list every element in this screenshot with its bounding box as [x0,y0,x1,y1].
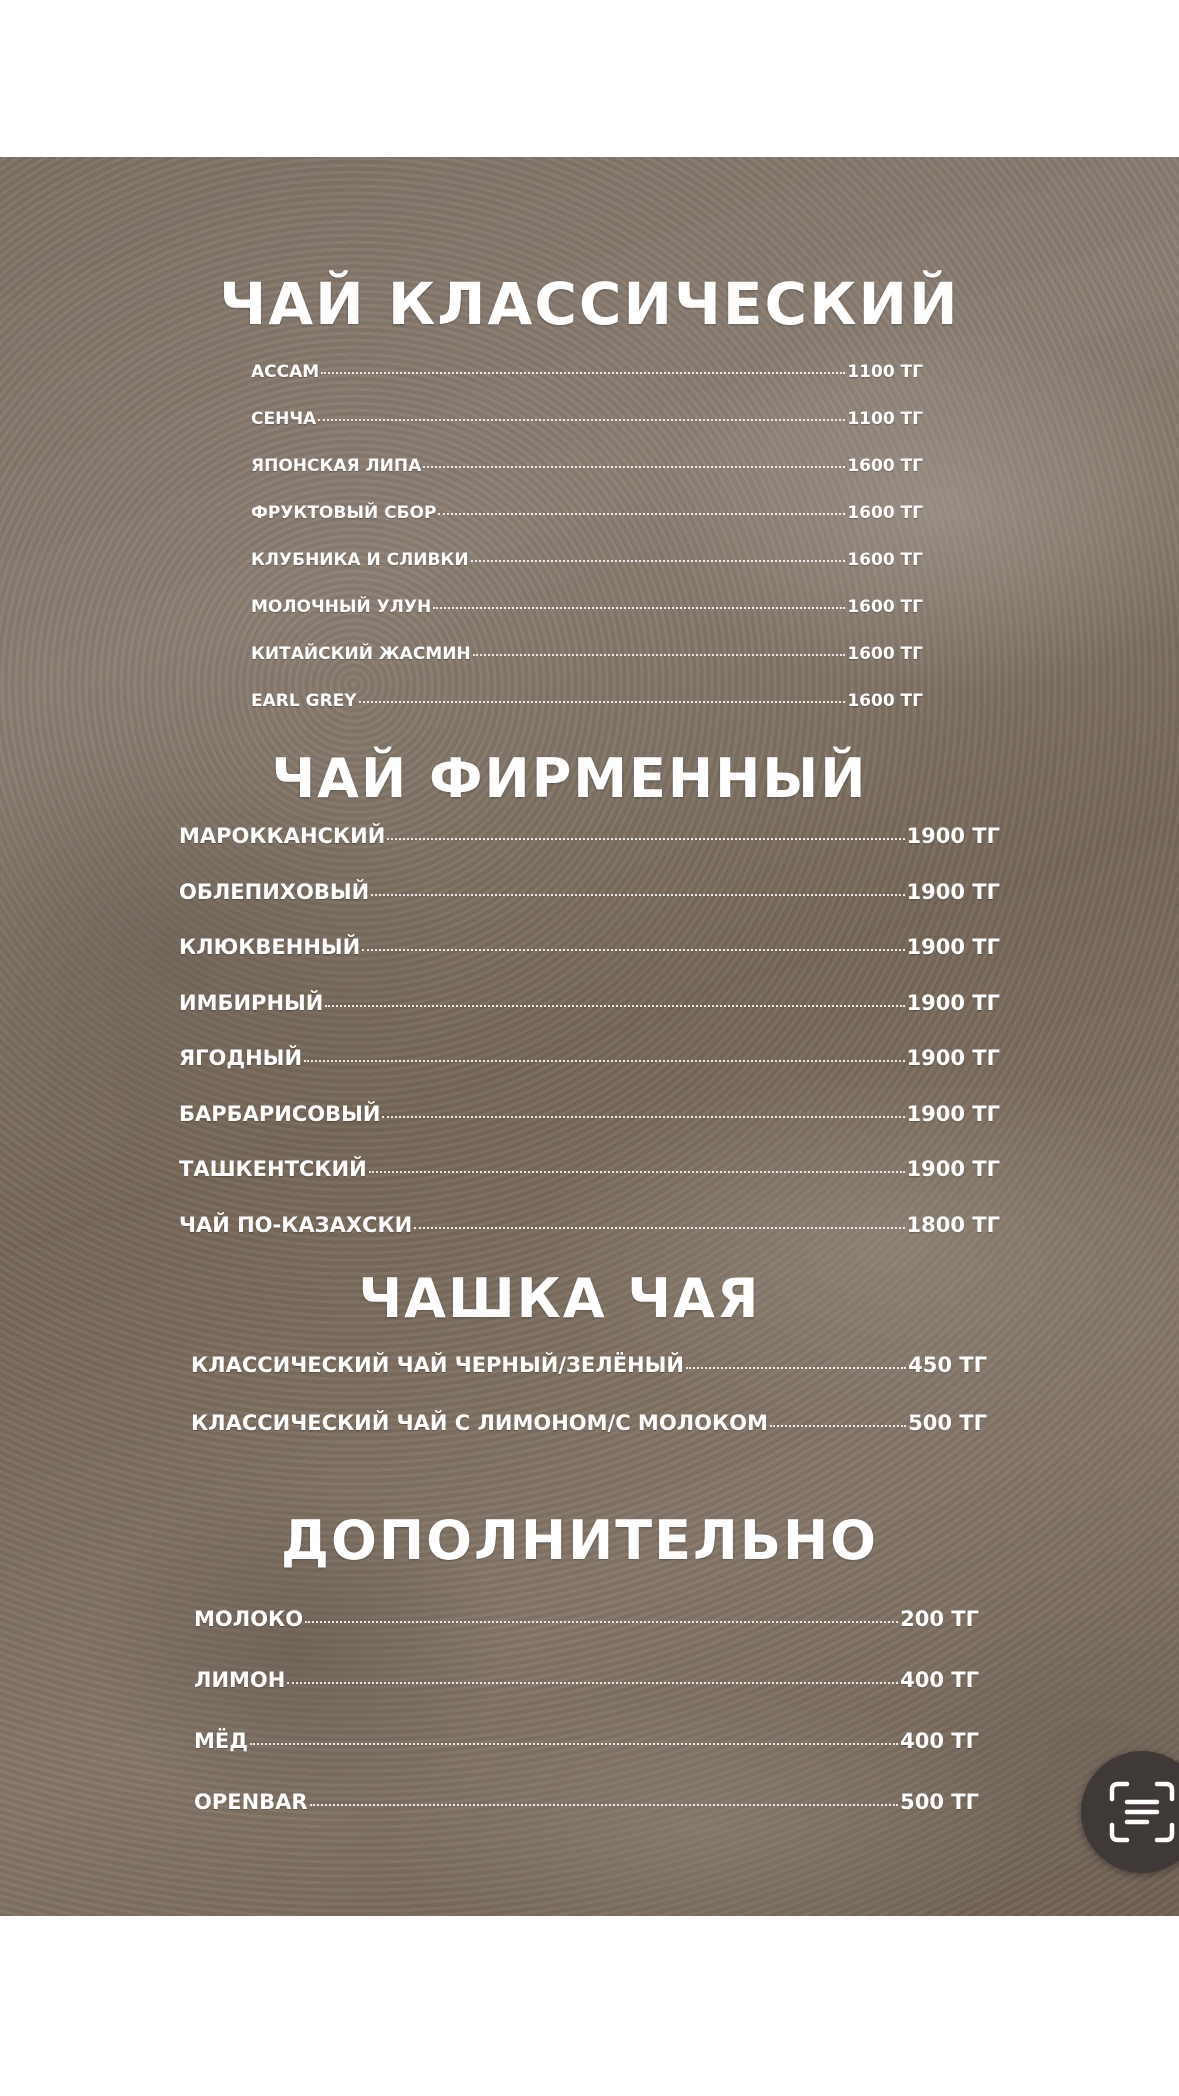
menu-list-extras [194,1607,979,1851]
menu-item [251,503,923,550]
section-title-cup-of-tea: ЧАШКА ЧАЯ [358,1267,761,1330]
menu-item-name: ИМБИРНЫЙ [179,990,324,1015]
dot-leader [305,1621,898,1623]
menu-item [194,1668,979,1729]
menu-item [191,1411,987,1469]
menu-item [251,362,923,409]
menu-item [179,1102,1000,1158]
menu-item-price: 1100 ТГ [847,409,923,429]
dot-leader [423,466,845,468]
menu-item-name: ЧАЙ ПО-КАЗАХСКИ [179,1212,413,1237]
dot-leader [321,372,845,374]
menu-list-classic-tea [251,362,923,738]
dot-leader [318,419,845,421]
tea-menu-card [0,157,1179,1916]
menu-item-price: 1600 ТГ [847,597,923,617]
menu-item-name: EARL GREY [251,691,357,711]
menu-item-name: СЕНЧА [251,409,317,429]
menu-item-price: 1800 ТГ [906,1212,1000,1237]
menu-item-name: КИТАЙСКИЙ ЖАСМИН [251,644,471,664]
dot-leader [473,654,846,656]
dot-leader [304,1060,905,1062]
menu-item [251,691,923,738]
menu-item-name: КЛАССИЧЕСКИЙ ЧАЙ С ЛИМОНОМ/С МОЛОКОМ [191,1411,768,1435]
menu-item-price: 200 ТГ [900,1607,979,1631]
menu-item [194,1729,979,1790]
menu-item-price: 1600 ТГ [847,691,923,711]
menu-item [179,935,1000,991]
menu-item-name: МАРОККАНСКИЙ [179,824,386,848]
dot-leader [433,607,845,609]
menu-item-price: 1600 ТГ [847,456,923,476]
menu-item-price: 1900 ТГ [906,1046,1000,1070]
menu-item-name: ЯПОНСКАЯ ЛИПА [251,456,422,476]
menu-item-price: 1600 ТГ [847,644,923,664]
dot-leader [369,1171,905,1173]
menu-item-name: OPENBAR [194,1790,308,1814]
menu-item-name: МЁД [194,1729,248,1753]
menu-item-price: 1600 ТГ [847,550,923,570]
menu-item-price: 1900 ТГ [906,935,1000,959]
menu-item-name: ТАШКЕНТСКИЙ [179,1157,367,1181]
menu-item-name: КЛАССИЧЕСКИЙ ЧАЙ ЧЕРНЫЙ/ЗЕЛЁНЫЙ [191,1353,684,1377]
menu-item [251,597,923,644]
dot-leader [387,838,904,840]
dot-leader [250,1743,898,1745]
menu-item-name: КЛУБНИКА И СЛИВКИ [251,550,469,570]
menu-item-price: 400 ТГ [900,1668,979,1692]
dot-leader [686,1367,906,1369]
menu-item [179,880,1000,936]
menu-item-price: 1600 ТГ [847,503,923,523]
menu-item-name: ОБЛЕПИХОВЫЙ [179,879,370,904]
menu-list-cup-of-tea [191,1353,987,1469]
dot-leader [362,949,904,951]
menu-item-name: ФРУКТОВЫЙ СБОР [251,503,437,523]
menu-item-price: 500 ТГ [908,1411,987,1435]
menu-item [251,550,923,597]
menu-item-name: ЛИМОН [194,1668,286,1692]
section-title-signature-tea: ЧАЙ ФИРМЕННЫЙ [271,747,868,810]
menu-item [179,991,1000,1047]
menu-item-price: 1900 ТГ [906,1157,1000,1181]
section-title-classic-tea: ЧАЙ КЛАССИЧЕСКИЙ [219,270,960,338]
menu-item-price: 450 ТГ [908,1353,987,1377]
menu-item-name: КЛЮКВЕННЫЙ [179,935,361,959]
dot-leader [371,894,904,896]
menu-item [194,1790,979,1851]
menu-item-price: 1100 ТГ [847,362,923,382]
scan-text-icon [1109,1781,1175,1843]
menu-item [179,824,1000,880]
menu-item-price: 1900 ТГ [906,990,1000,1015]
dot-leader [325,1005,904,1007]
menu-item [179,1046,1000,1102]
menu-item-price: 1900 ТГ [906,824,1000,848]
dot-leader [310,1804,899,1806]
menu-item-name: БАРБАРИСОВЫЙ [179,1101,381,1126]
menu-item-price: 500 ТГ [900,1790,979,1814]
dot-leader [382,1116,904,1118]
menu-item [251,644,923,691]
dot-leader [287,1682,898,1684]
menu-item-name: МОЛОКО [194,1607,304,1631]
menu-item-price: 1900 ТГ [906,1101,1000,1126]
menu-item-name: ЯГОДНЫЙ [179,1046,303,1070]
dot-leader [770,1425,906,1427]
menu-item-name: МОЛОЧНЫЙ УЛУН [251,597,432,617]
menu-item [251,409,923,456]
menu-item [251,456,923,503]
menu-item [191,1353,987,1411]
menu-item [179,1157,1000,1213]
menu-list-signature-tea [179,824,1000,1268]
dot-leader [471,560,846,562]
menu-item-price: 400 ТГ [900,1729,979,1753]
menu-item [194,1607,979,1668]
menu-item [179,1213,1000,1269]
dot-leader [438,513,845,515]
menu-item-price: 1900 ТГ [906,879,1000,904]
menu-item-name: АССАМ [251,362,320,382]
dot-leader [414,1227,904,1229]
section-title-extras: ДОПОЛНИТЕЛЬНО [280,1509,879,1572]
dot-leader [359,701,846,703]
